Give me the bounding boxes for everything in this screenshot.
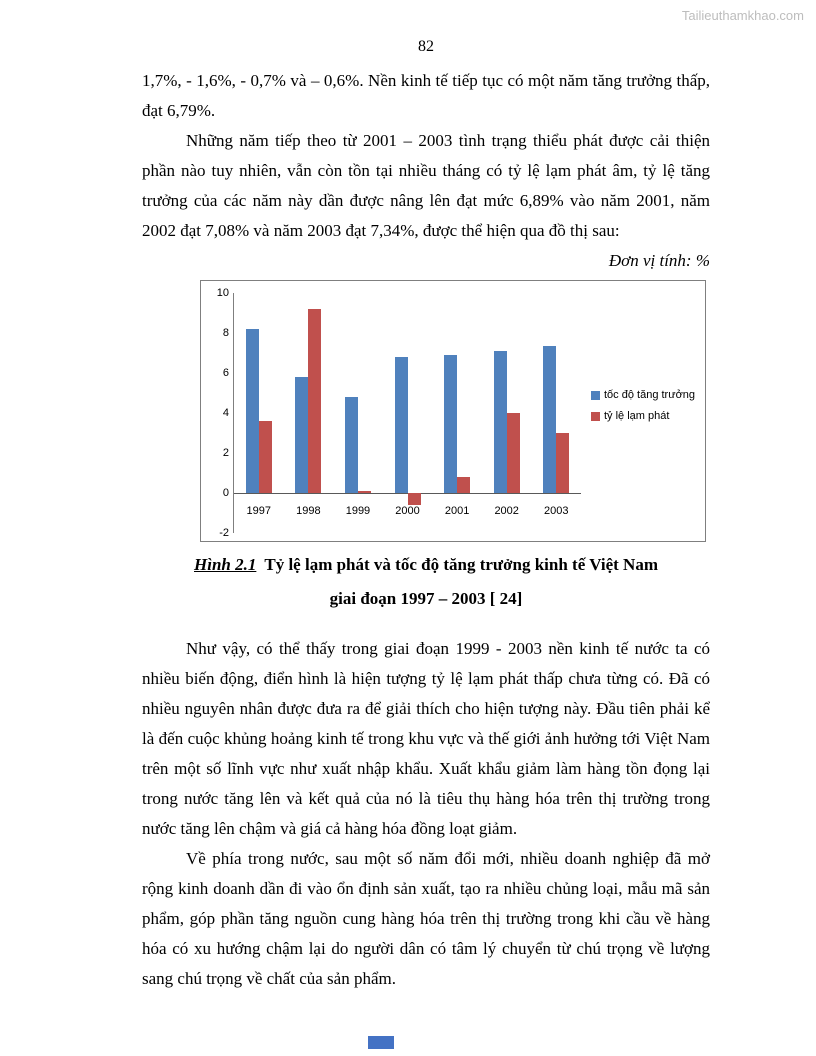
page-number: 82 bbox=[418, 38, 434, 55]
bar-group-2002 bbox=[482, 293, 532, 533]
legend-item bbox=[591, 389, 695, 401]
y-axis-tick-label: -2 bbox=[219, 527, 229, 539]
inflation-bar-1999 bbox=[358, 491, 371, 493]
x-axis-label: 1997 bbox=[246, 505, 272, 517]
inflation-bar-2002 bbox=[507, 413, 520, 493]
paragraph-2: Những năm tiếp theo từ 2001 – 2003 tình trạng thiểu phát được cải thiện phần nào tuy nhiên, vẫn còn tồn tại nhiều tháng có tỷ lệ lạm phát âm, tỷ lệ tăng trưởng của các năm này dần được nâng lên đạt mức 6,89% vào năm 2001, năm 2002 đạt 7,08% và năm 2003 đạt 7,34%, được thể hiện qua đồ thị sau: bbox=[142, 131, 710, 240]
growth-bar-1999 bbox=[345, 397, 358, 493]
paragraph-1: 1,7%, - 1,6%, - 0,7% và – 0,6%. Nền kinh tế tiếp tục có một năm tăng trưởng thấp, đạt 6,79%. bbox=[142, 71, 710, 120]
paragraph-3: Như vậy, có thể thấy trong giai đoạn 1999 - 2003 nền kinh tế nước ta có nhiều biến động, điển hình là hiện tượng tỷ lệ lạm phát thấp chưa từng có. Đã có nhiều nguyên nhân được đưa ra để giải thích cho hiện tượng này. Đầu tiên phải kể là đến cuộc khủng hoảng kinh tế trong khu vực và thế giới ảnh hưởng tới Việt Nam trên một số lĩnh vực như xuất nhập khẩu. Xuất khẩu giảm làm hàng tồn đọng lại trong nước tăng lên và kết quả của nó là tiêu thụ hàng hóa trên thị trường trong nước tăng lên chậm và giá cả hàng hóa đồng loạt giảm. bbox=[142, 639, 710, 838]
legend-swatch-icon bbox=[591, 391, 600, 400]
x-axis-label: 2003 bbox=[544, 505, 569, 517]
x-axis-label: 2001 bbox=[444, 505, 470, 517]
x-axis-label: 1999 bbox=[345, 505, 371, 517]
figure-number: Hình 2.1 bbox=[194, 555, 257, 574]
y-axis-tick-label: 6 bbox=[222, 367, 229, 379]
x-axis-label: 1998 bbox=[296, 505, 321, 517]
growth-bar-1997 bbox=[246, 329, 259, 493]
x-axis-label: 2000 bbox=[395, 505, 420, 517]
bar-group-2000 bbox=[383, 293, 433, 533]
caption-title: Tỷ lệ lạm phát và tốc độ tăng trưởng kinh tế Việt Nam bbox=[264, 555, 658, 574]
chart-y-axis bbox=[205, 287, 233, 539]
chart-figure bbox=[200, 280, 706, 542]
legend-swatch-icon bbox=[591, 412, 600, 421]
inflation-bar-1997 bbox=[259, 421, 272, 493]
legend-label: tốc độ tăng trưởng bbox=[604, 389, 696, 401]
paragraph-4: Về phía trong nước, sau một số năm đổi mới, nhiều doanh nghiệp đã mở rộng kinh doanh dần đi vào ổn định sản xuất, tạo ra nhiều chủng loại, mẫu mã sản phẩm, góp phần tăng nguồn cung hàng hóa trên thị trường trong khi cầu về hàng hóa có xu hướng chậm lại do người dân có tâm lý chuyển từ chú trọng về lượng sang chú trọng về chất của sản phẩm. bbox=[142, 849, 710, 988]
inflation-bar-1998 bbox=[308, 309, 321, 493]
bar-group-2003 bbox=[531, 293, 581, 533]
legend-label: tỷ lệ lạm phát bbox=[604, 410, 670, 422]
bar-group-1999 bbox=[333, 293, 383, 533]
caption-line-2: giai đoạn 1997 – 2003 [ 24] bbox=[329, 589, 523, 608]
bar-group-2001 bbox=[432, 293, 482, 533]
bar-group-1998 bbox=[284, 293, 334, 533]
watermark: Tailieuthamkhao.com bbox=[681, 8, 804, 23]
y-axis-tick-label: 0 bbox=[222, 487, 229, 499]
legend-item bbox=[591, 410, 695, 422]
growth-bar-2002 bbox=[494, 351, 507, 493]
growth-bar-2000 bbox=[395, 357, 408, 493]
growth-bar-1998 bbox=[295, 377, 308, 493]
inflation-bar-2003 bbox=[556, 433, 569, 493]
chart-legend bbox=[591, 293, 695, 431]
inflation-bar-2000 bbox=[408, 493, 421, 505]
x-axis-label: 2002 bbox=[494, 505, 519, 517]
y-axis-tick-label: 8 bbox=[222, 327, 229, 339]
figure-caption bbox=[142, 548, 710, 616]
caption-line-1 bbox=[142, 548, 710, 582]
footer-marker bbox=[368, 1036, 394, 1049]
page-content bbox=[142, 66, 710, 994]
y-axis-tick-label: 4 bbox=[222, 407, 229, 419]
y-axis-tick-label: 2 bbox=[222, 447, 229, 459]
bar-group-1997 bbox=[234, 293, 284, 533]
growth-bar-2001 bbox=[444, 355, 457, 493]
chart-plot bbox=[233, 293, 581, 533]
y-axis-tick-label: 10 bbox=[216, 287, 229, 299]
chart-unit-label: Đơn vị tính: % bbox=[608, 251, 710, 270]
growth-bar-2003 bbox=[543, 346, 556, 493]
inflation-bar-2001 bbox=[457, 477, 470, 493]
